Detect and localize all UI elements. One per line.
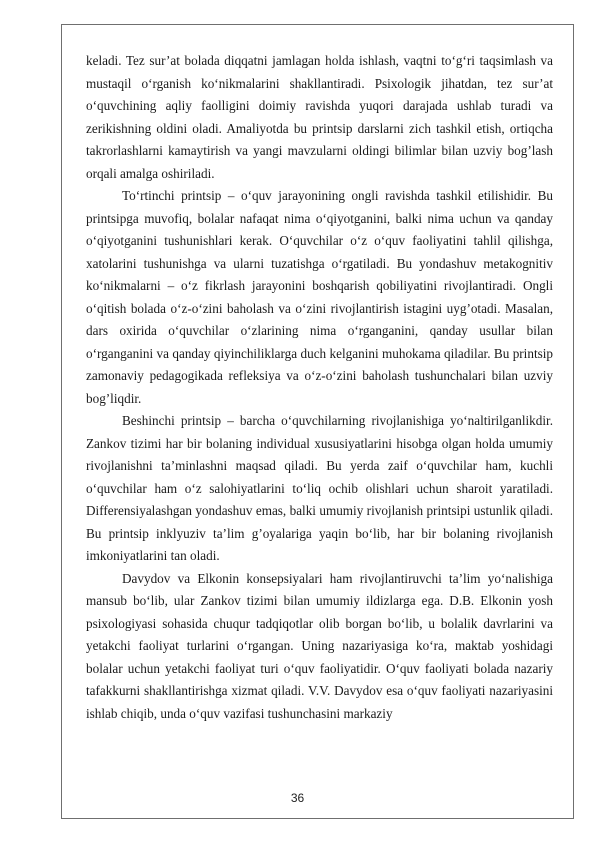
paragraph-continuation: keladi. Tez sur’at bolada diqqatni jamlagan holda ishlash, vaqtni to‘g‘ri taqsimlash va mustaqil o‘rganish ko‘nikmalarini shakllantiradi. Psixologik jihatdan, tez sur’at o‘quvchining aqliy faolligini doimiy ravishda yuqori darajada ushlab turadi va zerikishning oldini oladi. Amaliyotda bu printsip darslarni zich tashkil etish, ortiqcha takrorlashlarni kamaytirish va yangi mavzularni oldingi bilimlar bilan uzviy bog’lash orqali amalga oshiriladi. bbox=[86, 53, 553, 181]
paragraph-fourth-principle: To‘rtinchi printsip – o‘quv jarayonining ongli ravishda tashkil etilishidir. Bu printsipga muvofiq, bolalar nafaqat nima o‘qiyotganini, balki nima uchun va qanday o‘qiyotganini tushunishlari kerak. O‘quvchilar o‘z o‘quv faoliyatini tahlil qilishga, xatolarini tushunishga va ularni tuzatishga o‘rgatiladi. Bu yondashuv metakognitiv ko‘nikmalarni – o‘z fikrlash jarayonini boshqarish qobiliyatini rivojlantiradi. Ongli o‘qitish bolada o‘z-o‘zini baholash va o‘zini rivojlantirish istagini uyg’otadi. Masalan, dars oxirida o‘quvchilar o‘zlarining nima o‘rganganini, qanday usullar bilan o‘rganganini va qanday qiyinchiliklarga duch kelganini muhokama qiladilar. Bu printsip zamonaviy pedagogikada refleksiya va o‘z-o‘zini baholash tushunchalari bilan uzviy bog’liqdir. bbox=[86, 188, 553, 406]
paragraph-davydov-elkonin: Davydov va Elkonin konsepsiyalari ham rivojlantiruvchi ta’lim yo‘nalishiga mansub bo‘lib, ular Zankov tizimi bilan umumiy ildizlarga ega. D.B. Elkonin yosh psixologiyasi sohasida chuqur tadqiqotlar olib borgan bo‘lib, u bolalik davrlarini va yetakchi faoliyat turlarini o‘rgangan. Uning nazariyasiga ko‘ra, maktab yoshidagi bolalar uchun yetakchi faoliyat turi o‘quv faoliyatidir. O‘quv faoliyati bolada nazariy tafakkurni shakllantirishga xizmat qiladi. V.V. Davydov esa o‘quv faoliyati nazariyasini ishlab chiqib, unda o‘quv vazifasi tushunchasini markaziy bbox=[86, 570, 553, 721]
body-text bbox=[86, 50, 553, 725]
page-number: 36 bbox=[290, 791, 305, 805]
paragraph-fifth-principle: Beshinchi printsip – barcha o‘quvchilarning rivojlanishiga yo‘naltirilganlikdir. Zankov tizimi har bir bolaning individual xususiyatlarini hisobga olgan holda umumiy rivojlanishni ta’minlashni maqsad qiladi. Bu yerda zaif o‘quvchilar ham, kuchli o‘quvchilar ham o‘z salohiyatlarini to‘liq ochib olishlari uchun sharoit yaratiladi. Differensiyalashgan yondashuv emas, balki umumiy rivojlanish printsipi ustunlik qiladi. Bu printsip inklyuziv ta’lim g’oyalariga yaqin bo‘lib, har bir bolaning rivojlanish imkoniyatlarini tan oladi. bbox=[86, 413, 553, 563]
